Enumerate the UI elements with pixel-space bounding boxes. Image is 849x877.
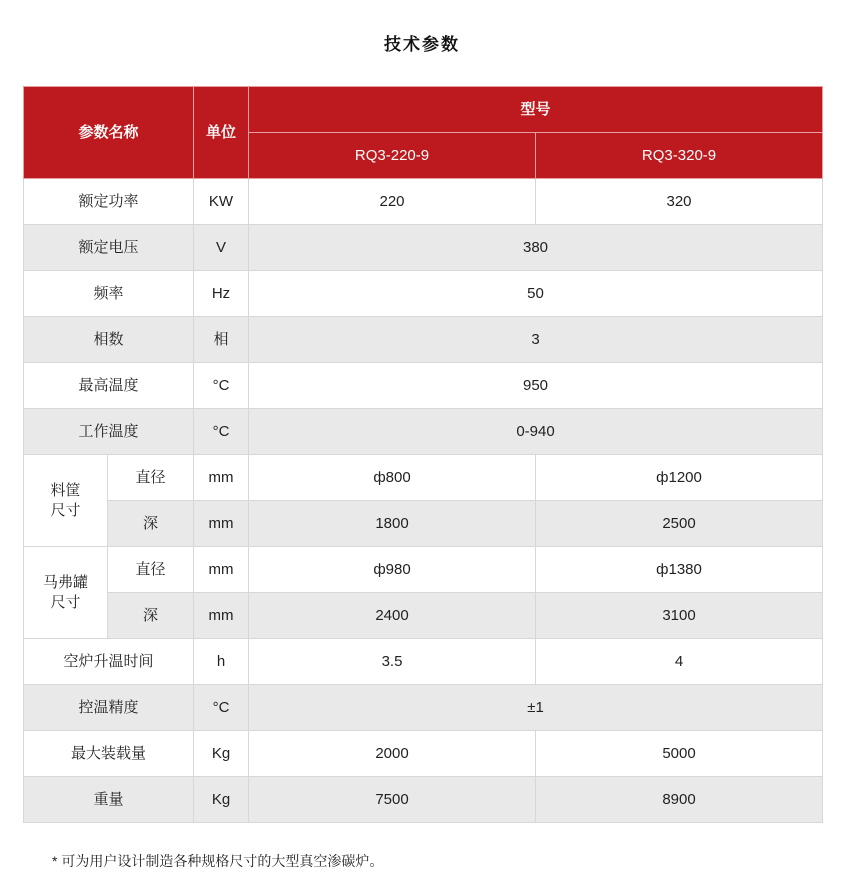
param-value-model-1: 220 bbox=[249, 179, 536, 225]
param-unit: 相 bbox=[194, 317, 249, 363]
table-row bbox=[24, 179, 823, 225]
param-value-model-2: 320 bbox=[536, 179, 823, 225]
param-name: 控温精度 bbox=[24, 685, 194, 731]
param-value: 950 bbox=[249, 363, 823, 409]
spec-table bbox=[23, 86, 823, 823]
header-unit: 单位 bbox=[194, 87, 249, 179]
sub-param-name: 直径 bbox=[108, 547, 194, 593]
table-row bbox=[24, 225, 823, 271]
param-unit: °C bbox=[194, 363, 249, 409]
param-value-model-1: ф980 bbox=[249, 547, 536, 593]
header-param-name: 参数名称 bbox=[24, 87, 194, 179]
param-value: 50 bbox=[249, 271, 823, 317]
param-name: 额定电压 bbox=[24, 225, 194, 271]
param-unit: mm bbox=[194, 455, 249, 501]
param-value-model-1: 3.5 bbox=[249, 639, 536, 685]
table-row bbox=[24, 409, 823, 455]
page-title: 技术参数 bbox=[384, 35, 460, 54]
param-value-model-1: 2400 bbox=[249, 593, 536, 639]
table-row bbox=[24, 455, 823, 501]
param-name: 工作温度 bbox=[24, 409, 194, 455]
param-name: 空炉升温时间 bbox=[24, 639, 194, 685]
header-model-1: RQ3-220-9 bbox=[249, 133, 536, 179]
param-name: 频率 bbox=[24, 271, 194, 317]
table-row bbox=[24, 593, 823, 639]
group-label-basket bbox=[24, 455, 108, 547]
param-unit: °C bbox=[194, 685, 249, 731]
param-name: 相数 bbox=[24, 317, 194, 363]
param-unit: mm bbox=[194, 547, 249, 593]
param-unit: Kg bbox=[194, 731, 249, 777]
param-value-model-2: 5000 bbox=[536, 731, 823, 777]
param-name: 额定功率 bbox=[24, 179, 194, 225]
param-name: 最高温度 bbox=[24, 363, 194, 409]
table-row bbox=[24, 777, 823, 823]
param-value-model-1: 2000 bbox=[249, 731, 536, 777]
param-value: 380 bbox=[249, 225, 823, 271]
param-unit: V bbox=[194, 225, 249, 271]
param-value: ±1 bbox=[249, 685, 823, 731]
sub-param-name: 深 bbox=[108, 501, 194, 547]
group-label-line: 料筐 bbox=[50, 481, 81, 499]
table-row bbox=[24, 731, 823, 777]
param-value-model-2: 8900 bbox=[536, 777, 823, 823]
param-unit: h bbox=[194, 639, 249, 685]
param-value-model-2: 3100 bbox=[536, 593, 823, 639]
param-value-model-1: 7500 bbox=[249, 777, 536, 823]
header-model-2: RQ3-320-9 bbox=[536, 133, 823, 179]
param-value-model-2: 2500 bbox=[536, 501, 823, 547]
param-unit: mm bbox=[194, 501, 249, 547]
group-label-line: 马弗罐 bbox=[42, 573, 88, 591]
param-unit: Kg bbox=[194, 777, 249, 823]
table-row bbox=[24, 501, 823, 547]
param-value-model-2: ф1380 bbox=[536, 547, 823, 593]
group-label-muffle bbox=[24, 547, 108, 639]
table-row bbox=[24, 547, 823, 593]
param-unit: KW bbox=[194, 179, 249, 225]
header-model: 型号 bbox=[249, 87, 823, 133]
param-value-model-2: 4 bbox=[536, 639, 823, 685]
group-label-line: 尺寸 bbox=[50, 501, 81, 519]
table-row bbox=[24, 685, 823, 731]
param-value-model-2: ф1200 bbox=[536, 455, 823, 501]
table-row bbox=[24, 317, 823, 363]
table-row bbox=[24, 363, 823, 409]
param-name: 最大装载量 bbox=[24, 731, 194, 777]
sub-param-name: 直径 bbox=[108, 455, 194, 501]
param-name: 重量 bbox=[24, 777, 194, 823]
param-value-model-1: ф800 bbox=[249, 455, 536, 501]
param-unit: °C bbox=[194, 409, 249, 455]
param-value-model-1: 1800 bbox=[249, 501, 536, 547]
param-unit: Hz bbox=[194, 271, 249, 317]
param-value: 0-940 bbox=[249, 409, 823, 455]
param-value: 3 bbox=[249, 317, 823, 363]
sub-param-name: 深 bbox=[108, 593, 194, 639]
param-unit: mm bbox=[194, 593, 249, 639]
group-label-line: 尺寸 bbox=[50, 593, 81, 611]
table-row bbox=[24, 639, 823, 685]
footnote: * 可为用户设计制造各种规格尺寸的大型真空渗碳炉。 bbox=[52, 853, 384, 869]
table-row bbox=[24, 271, 823, 317]
